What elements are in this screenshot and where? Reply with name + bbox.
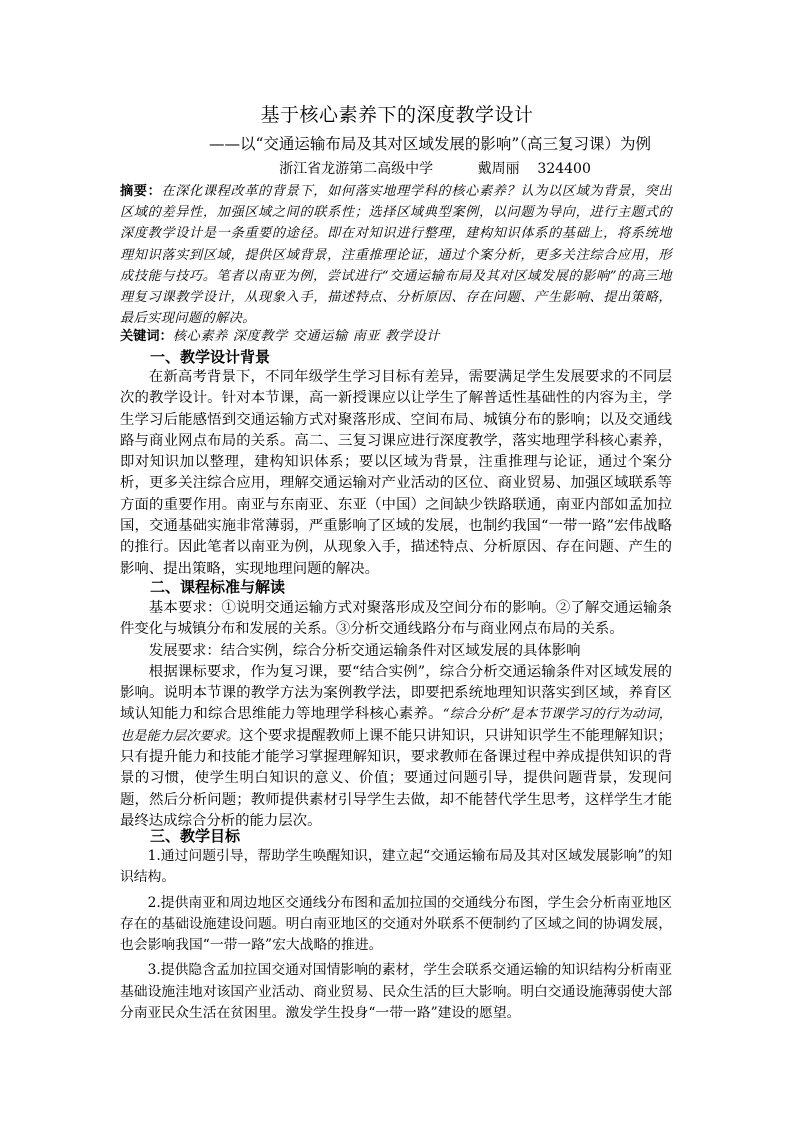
section2-paragraph-a: 根据课标要求，作为复习课，要“结合实例”，综合分析交通运输条件对区域发展的影响。说明本节课的教学方法为案例教学法，即要把系统地理知识落实到区域，养育区域认知能力和综合思维能力等地理学科核心素养。 xyxy=(120,663,672,723)
section1-heading: 一、教学设计背景 xyxy=(150,348,271,366)
section2-paragraph-c: 这个要求提醒教师上课不能只讲知识，只讲知识学生不能理解知识；只有提升能力和技能才能学习掌握理解知识，要求教师在备课过程中养成提供知识的背景的习惯，使学生明白知识的意义、价值；要通过问题引导，提供问题背景，发现问题，然后分析问题；教师提供素材引导学生去做，却不能替代学生思考，这样学生才能最终达成综合分析的能力层次。 xyxy=(120,727,672,829)
goal-1: 1.通过问题引导，帮助学生唤醒知识，建立起“交通运输布局及其对区域发展影响”的知识结构。 xyxy=(120,848,672,886)
abstract-label: 摘要： xyxy=(120,184,162,199)
section1-paragraph: 在新高考背景下，不同年级学生学习目标有差异，需要满足学生发展要求的不同层次的教学设计。针对本节课，高一新授课应以让学生了解普适性基础性的内容为主，学生学习后能感悟到交通运输方式对聚落形成、空间布局、城镇分布的影响；以及交通线路与商业网点布局的关系。高二、三复习课应进行深度教学，落实地理学科核心素养，即对知识加以整理，建构知识体系；要以区域为背景，注重推理与论证，通过个案分析，更多关注综合应用，理解交通运输对产业活动的区位、商业贸易、加强区域联系等方面的重要作用。南亚与东南亚、东亚（中国）之间缺少铁路联通，南亚内部如孟加拉国，交通基础实施非常薄弱，严重影响了区域的发展，也制约我国“一带一路”宏伟战略的推行。因此笔者以南亚为例，从现象入手，描述特点、分析原因、存在问题、产生的影响、提出策略，实现地理问题的解决。 xyxy=(120,369,672,577)
section2-body xyxy=(120,598,672,832)
abstract-section xyxy=(120,181,672,329)
section1-body xyxy=(120,367,672,580)
document-title: 基于核心素养下的深度教学设计 xyxy=(260,104,534,126)
section2-paragraph-b: “综合分析”是本节课学习的行为动词，也是能力层次要求。 xyxy=(120,707,672,744)
section3-body xyxy=(120,846,672,1024)
keywords-text: 核心素养 深度教学 交通运输 南亚 教学设计 xyxy=(172,329,441,344)
basic-requirements: 基本要求：①说明交通运输方式对聚落形成及空间分布的影响。②了解交通运输条件变化与城镇分布和发展的关系。③分析交通线路分布与商业网点布局的关系。 xyxy=(120,600,672,638)
author-line: 浙江省龙游第二高级中学 戴周丽 324400 xyxy=(279,161,591,177)
development-requirements: 发展要求：结合实例，综合分析交通运输条件对区域发展的具体影响 xyxy=(148,642,581,659)
document-subtitle: ——以“交通运输布局及其对区域发展的影响”（高三复习课）为例 xyxy=(208,135,652,153)
abstract-text: 在深化课程改革的背景下，如何落实地理学科的核心素养？认为以区域为背景，突出区域的差异性，加强区域之间的联系性；选择区域典型案例，以问题为导向，进行主题式的深度教学设计是一条重要的途径。即在对知识进行整理，建构知识体系的基础上，将系统地理知识落实到区域，提供区域背景，注重推理论证，通过个案分析，更多关注综合应用，形成技能与技巧。笔者以南亚为例，尝试进行“交通运输布局及其对区域发展的影响”的高三地理复习课教学设计，从现象入手，描述特点、分析原因、存在问题、产生影响、提出策略，最后实现问题的解决。 xyxy=(120,184,673,327)
keywords-section xyxy=(120,326,672,347)
section3-heading: 三、教学目标 xyxy=(150,827,241,845)
goal-2: 2.提供南亚和周边地区交通线分布图和孟加拉国的交通线分布图，学生会分析南亚地区存在的基础设施建设问题。明白南亚地区的交通对外联系不便制约了区域之间的协调发展，也会影响我国“一带一路”宏大战略的推进。 xyxy=(120,894,672,954)
section2-paragraph xyxy=(120,662,672,832)
keywords-label: 关键词： xyxy=(120,329,173,344)
section2-heading: 二、课程标准与解读 xyxy=(150,578,286,596)
goal-3: 3.提供隐含孟加拉国交通对国情影响的素材，学生会联系交通运输的知识结构分析南亚基础设施洼地对该国产业活动、商业贸易、民众生活的巨大影响。明白交通设施薄弱使大部分南亚民众生活在贫困里。激发学生投身“一带一路”建设的愿望。 xyxy=(120,962,672,1022)
